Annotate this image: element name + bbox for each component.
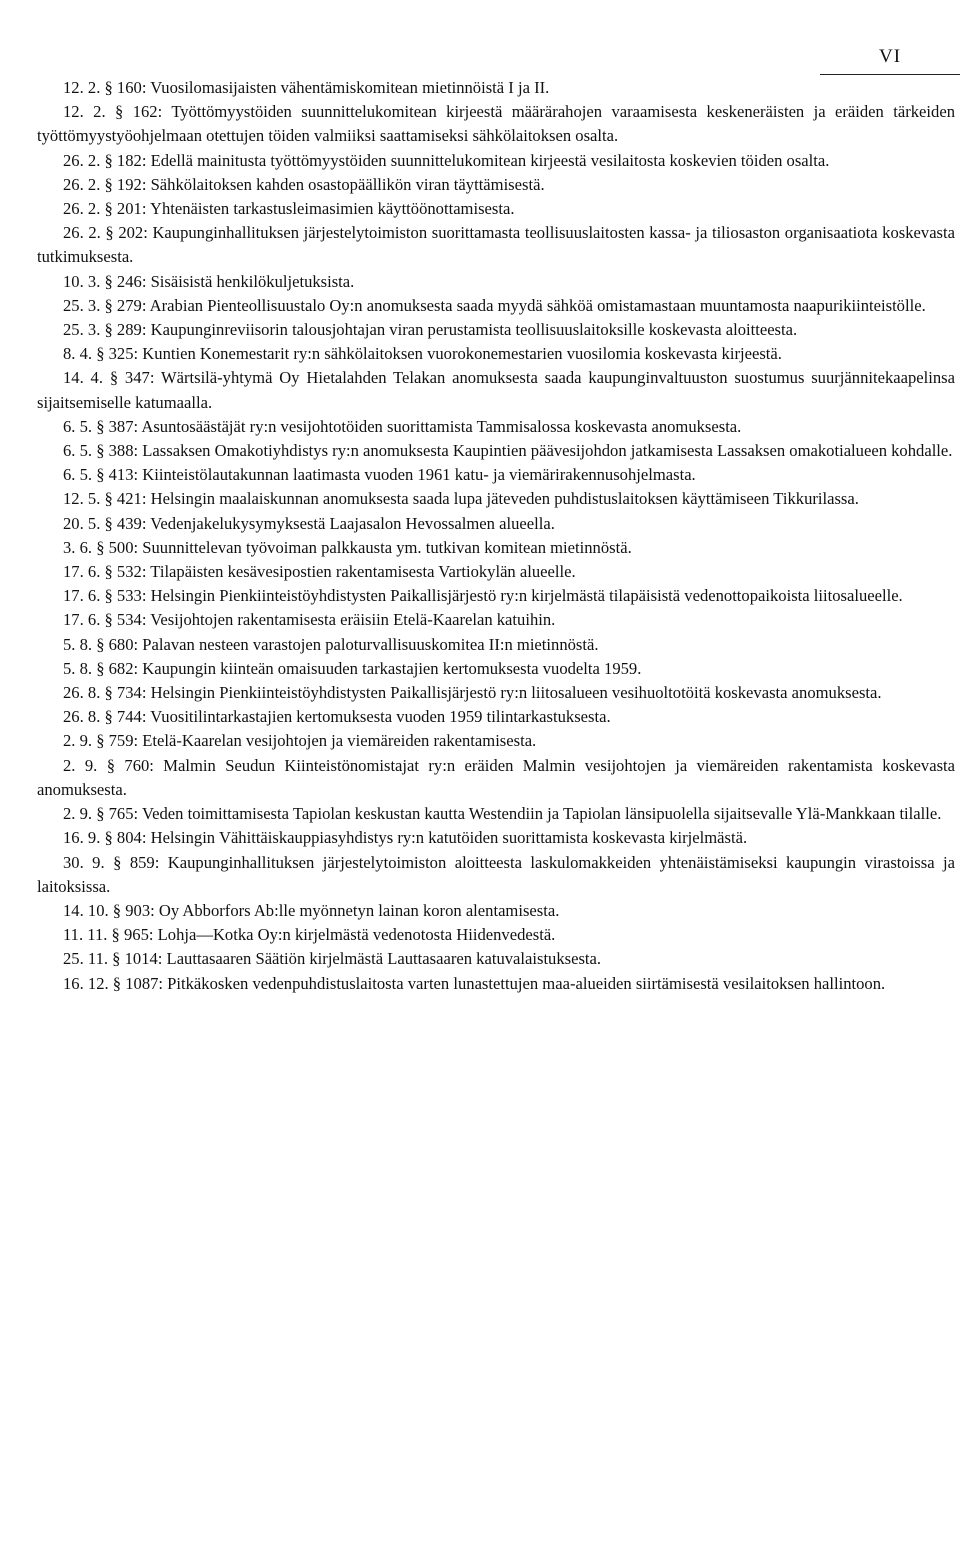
list-item: 26. 2. § 201: Yhtenäisten tarkastusleimasimien käyttöönottamisesta.: [63, 199, 515, 219]
list-item: 12. 2. § 162: Työttömyystöiden suunnittelukomitean kirjeestä määrärahojen varaamisesta keskeneräisten ja eräiden tärkeiden työttömyystyöohjelmaan otettujen töiden valmiiksi saattamiseksi sähkölaitoksen osalta.: [37, 102, 955, 146]
entry-list: [37, 76, 955, 996]
list-item: 6. 5. § 413: Kiinteistölautakunnan laatimasta vuoden 1961 katu- ja viemärirakennusohjelmasta.: [63, 465, 696, 485]
list-item: 5. 8. § 682: Kaupungin kiinteän omaisuuden tarkastajien kertomuksesta vuodelta 1959.: [63, 658, 642, 678]
list-item: 11. 11. § 965: Lohja—Kotka Oy:n kirjelmästä vedenotosta Hiidenvedestä.: [63, 925, 556, 945]
list-item: 16. 9. § 804: Helsingin Vähittäiskauppiasyhdistys ry:n katutöiden suorittamista koskevasta kirjelmästä.: [63, 828, 748, 848]
list-item: 26. 2. § 202: Kaupunginhallituksen järjestelytoimiston suorittamasta teollisuuslaitosten kassa- ja tiliosaston organisaatiota koskevasta tutkimuksesta.: [37, 223, 955, 267]
page-number: VI: [878, 46, 902, 67]
list-item: 6. 5. § 387: Asuntosäästäjät ry:n vesijohtotöiden suorittamista Tammisalossa koskevasta anomuksesta.: [63, 416, 742, 436]
list-item: 2. 9. § 760: Malmin Seudun Kiinteistönomistajat ry:n eräiden Malmin vesijohtojen ja viemäreiden rakentamista koskevasta anomuksesta.: [37, 755, 955, 799]
list-item: 26. 2. § 182: Edellä mainitusta työttömyystöiden suunnittelukomitean kirjeestä vesilaitosta koskevien töiden osalta.: [63, 150, 830, 170]
list-item: 26. 2. § 192: Sähkölaitoksen kahden osastopäällikön viran täyttämisestä.: [63, 174, 545, 194]
list-item: 10. 3. § 246: Sisäisistä henkilökuljetuksista.: [63, 271, 355, 291]
list-item: 26. 8. § 744: Vuositilintarkastajien kertomuksesta vuoden 1959 tilintarkastuksesta.: [63, 707, 611, 727]
header-rule: [820, 74, 960, 75]
list-item: 3. 6. § 500: Suunnittelevan työvoiman palkkausta ym. tutkivan komitean mietinnöstä.: [63, 537, 632, 557]
list-item: 2. 9. § 759: Etelä-Kaarelan vesijohtojen ja viemäreiden rakentamisesta.: [63, 731, 537, 751]
list-item: 6. 5. § 388: Lassaksen Omakotiyhdistys ry:n anomuksesta Kaupintien päävesijohdon jatkamisesta Lassaksen omakotialueen kohdalle.: [63, 441, 953, 461]
list-item: 20. 5. § 439: Vedenjakelukysymyksestä Laajasalon Hevossalmen alueella.: [63, 513, 555, 533]
list-item: 5. 8. § 680: Palavan nesteen varastojen paloturvallisuuskomitea II:n mietinnöstä.: [63, 634, 599, 654]
list-item: 25. 3. § 289: Kaupunginreviisorin talousjohtajan viran perustamista teollisuuslaitoksille koskevasta aloitteesta.: [63, 320, 798, 340]
list-item: 14. 4. § 347: Wärtsilä-yhtymä Oy Hietalahden Telakan anomuksesta saada kaupunginvaltuuston suostumus suurjännitekaapelinsa sijaitsemiselle katumaalla.: [37, 368, 955, 412]
list-item: 17. 6. § 532: Tilapäisten kesävesipostien rakentamisesta Vartiokylän alueelle.: [63, 562, 576, 582]
list-item: 8. 4. § 325: Kuntien Konemestarit ry:n sähkölaitoksen vuorokonemestarien vuosilomia koskevasta kirjeestä.: [63, 344, 782, 364]
list-item: 16. 12. § 1087: Pitkäkosken vedenpuhdistuslaitosta varten lunastettujen maa-alueiden siirtämisestä vesilaitoksen hallintoon.: [63, 973, 886, 993]
list-item: 12. 2. § 160: Vuosilomasijaisten vähentämiskomitean mietinnöistä I ja II.: [63, 78, 550, 97]
list-item: 14. 10. § 903: Oy Abborfors Ab:lle myönnetyn lainan koron alentamisesta.: [63, 900, 560, 920]
list-item: 26. 8. § 734: Helsingin Pienkiinteistöyhdistysten Paikallisjärjestö ry:n liitosalueen vesihuoltotöitä koskevasta anomuksesta.: [63, 683, 882, 703]
list-item: 25. 11. § 1014: Lauttasaaren Säätiön kirjelmästä Lauttasaaren katuvalaistuksesta.: [63, 949, 602, 969]
list-item: 17. 6. § 533: Helsingin Pienkiinteistöyhdistysten Paikallisjärjestö ry:n kirjelmästä tilapäisistä vedenottopaikoista liitosalueelle.: [63, 586, 903, 606]
list-item: 25. 3. § 279: Arabian Pienteollisuustalo Oy:n anomuksesta saada myydä sähköä omistamastaan muuntamosta naapurikiinteistölle.: [63, 295, 926, 315]
list-item: 17. 6. § 534: Vesijohtojen rakentamisesta eräisiin Etelä-Kaarelan katuihin.: [63, 610, 556, 630]
list-item: 30. 9. § 859: Kaupunginhallituksen järjestelytoimiston aloitteesta laskulomakkeiden yhtenäistämiseksi kaupungin virastoissa ja laitoksissa.: [37, 852, 955, 896]
list-item: 12. 5. § 421: Helsingin maalaiskunnan anomuksesta saada lupa jäteveden puhdistuslaitoksen käyttämiseen Tikkurilassa.: [63, 489, 859, 509]
list-item: 2. 9. § 765: Veden toimittamisesta Tapiolan keskustan kautta Westendiin ja Tapiolan länsipuolella sijaitsevalle Ylä-Mankkaan tilalle.: [63, 804, 942, 824]
